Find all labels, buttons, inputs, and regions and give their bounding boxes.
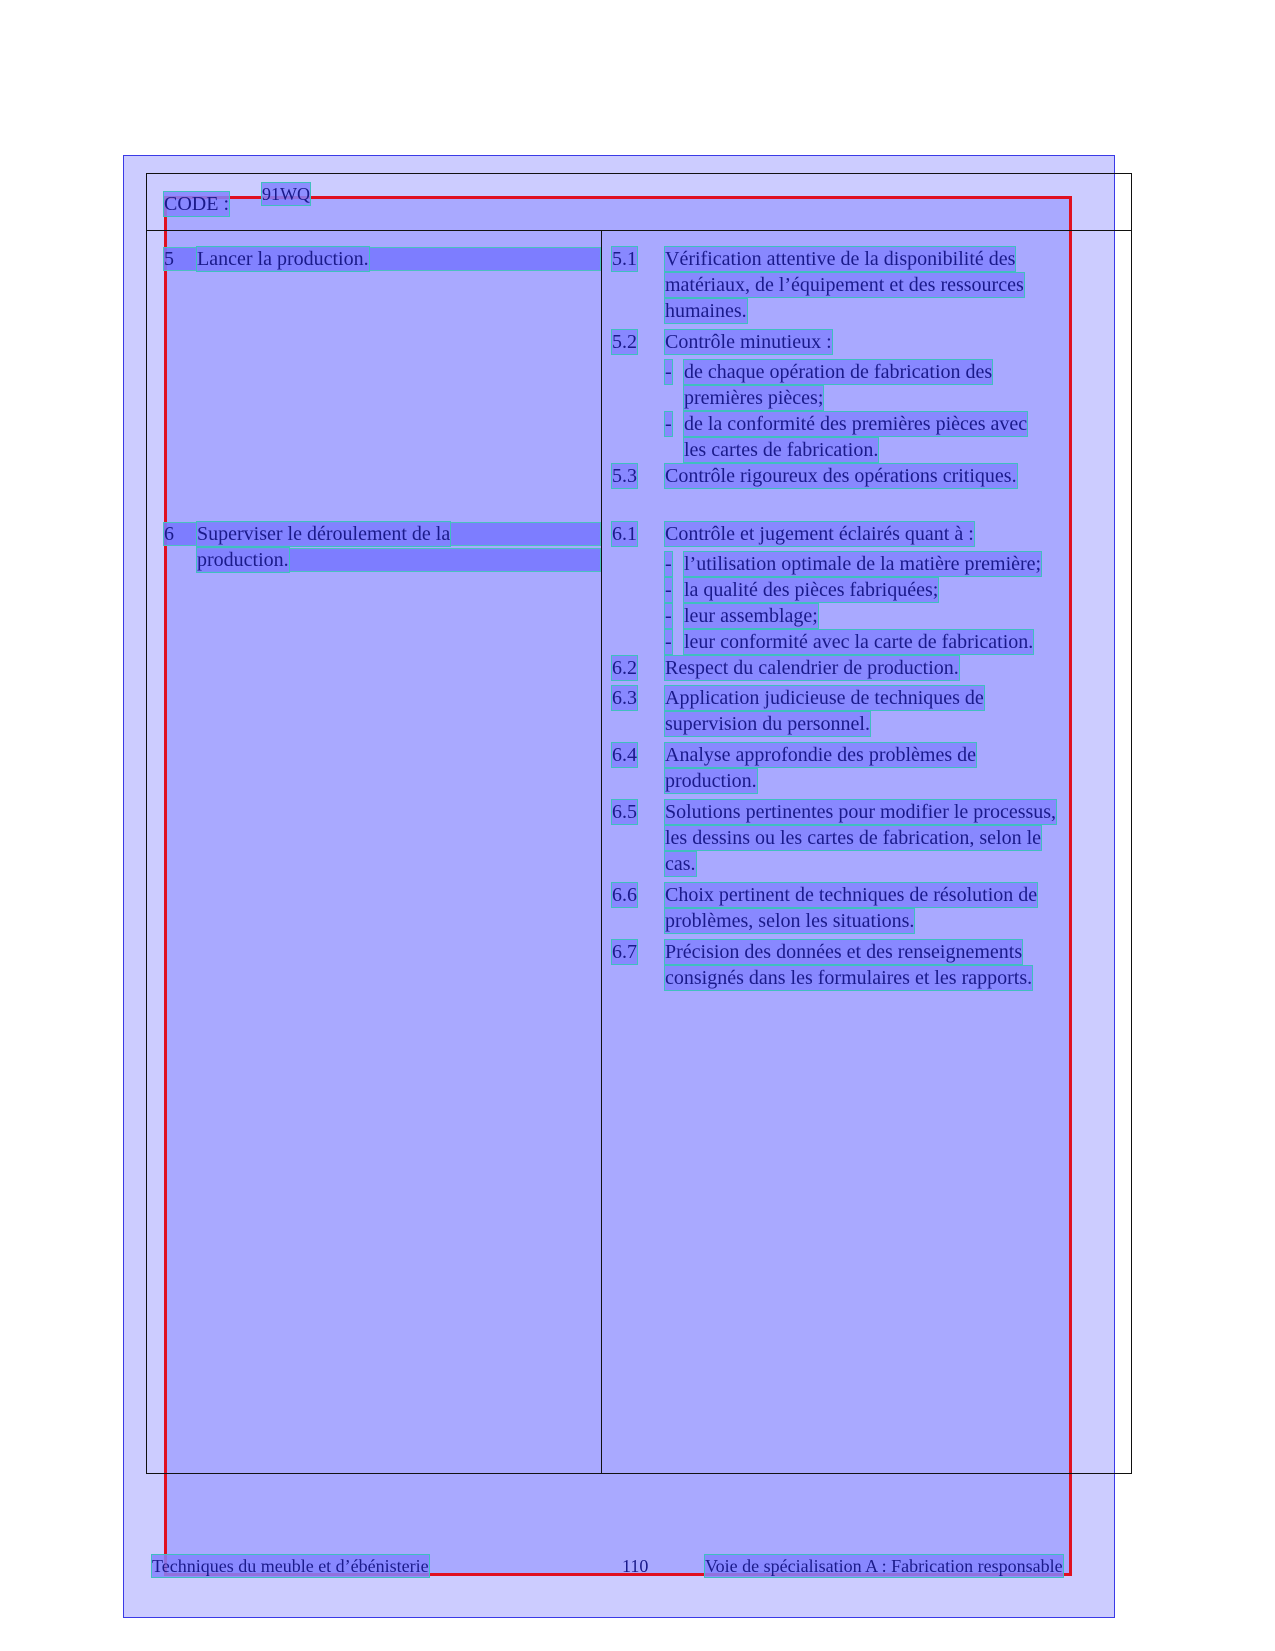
criterion-number: 6.2 [612, 657, 637, 679]
criterion-number: 6.1 [612, 523, 637, 545]
criterion-line: matériaux, de l’équipement et des ressources [665, 274, 1024, 296]
criterion-line: Respect du calendrier de production. [665, 657, 959, 679]
footer-left: Techniques du meuble et d’ébénisterie [152, 1556, 429, 1576]
criterion-line: Précision des données et des renseignements [665, 941, 1023, 963]
criterion-number: 6.6 [612, 884, 637, 906]
bullet-marker: - [665, 361, 672, 383]
task-6-label: Superviser le déroulement de la [197, 523, 451, 545]
criterion-line: les dessins ou les cartes de fabrication, selon le [665, 827, 1041, 849]
task-5-label: Lancer la production. [197, 248, 369, 270]
bullet-marker: - [665, 631, 672, 653]
criterion-line: cas. [665, 853, 696, 875]
criterion-line: Vérification attentive de la disponibilité des [665, 248, 1016, 270]
criterion-number: 6.5 [612, 801, 637, 823]
bullet-marker: - [665, 553, 672, 575]
task-5-number: 5 [164, 248, 174, 270]
criterion-line: Solutions pertinentes pour modifier le processus, [665, 801, 1057, 823]
criterion-line: leur assemblage; [684, 605, 818, 627]
criterion-number: 5.3 [612, 465, 637, 487]
task-6-number: 6 [164, 523, 174, 545]
code-value: 91WQ [262, 184, 310, 204]
criterion-number: 6.7 [612, 941, 637, 963]
criterion-line: leur conformité avec la carte de fabrication. [684, 631, 1034, 653]
column-divider [601, 231, 602, 1474]
bullet-marker: - [665, 605, 672, 627]
criterion-number: 6.3 [612, 687, 637, 709]
criterion-line: consignés dans les formulaires et les rapports. [665, 967, 1033, 989]
criterion-number: 6.4 [612, 744, 637, 766]
criterion-line: Contrôle et jugement éclairés quant à : [665, 523, 974, 545]
criterion-line: humaines. [665, 300, 747, 322]
criterion-line: Application judicieuse de techniques de [665, 687, 984, 709]
footer-page-number: 110 [622, 1556, 649, 1576]
criterion-line: l’utilisation optimale de la matière première; [684, 553, 1042, 575]
task-6-label: production. [197, 549, 289, 571]
criterion-line: supervision du personnel. [665, 713, 870, 735]
criterion-line: Choix pertinent de techniques de résolution de [665, 884, 1038, 906]
criterion-line: de chaque opération de fabrication des [684, 361, 993, 383]
footer-right: Voie de spécialisation A : Fabrication responsable [705, 1556, 1063, 1576]
header-rule [146, 230, 1132, 231]
bullet-marker: - [665, 413, 672, 435]
criterion-line: Contrôle rigoureux des opérations critiques. [665, 465, 1017, 487]
criterion-line: Contrôle minutieux : [665, 331, 832, 353]
criterion-line: problèmes, selon les situations. [665, 910, 915, 932]
bullet-marker: - [665, 579, 672, 601]
code-label: CODE : [164, 193, 229, 215]
criterion-number: 5.2 [612, 331, 637, 353]
criterion-line: la qualité des pièces fabriquées; [684, 579, 939, 601]
criterion-line: premières pièces; [684, 387, 824, 409]
criterion-line: production. [665, 770, 757, 792]
criterion-line: Analyse approfondie des problèmes de [665, 744, 977, 766]
criterion-line: les cartes de fabrication. [684, 439, 879, 461]
criterion-line: de la conformité des premières pièces avec [684, 413, 1028, 435]
criterion-number: 5.1 [612, 248, 637, 270]
